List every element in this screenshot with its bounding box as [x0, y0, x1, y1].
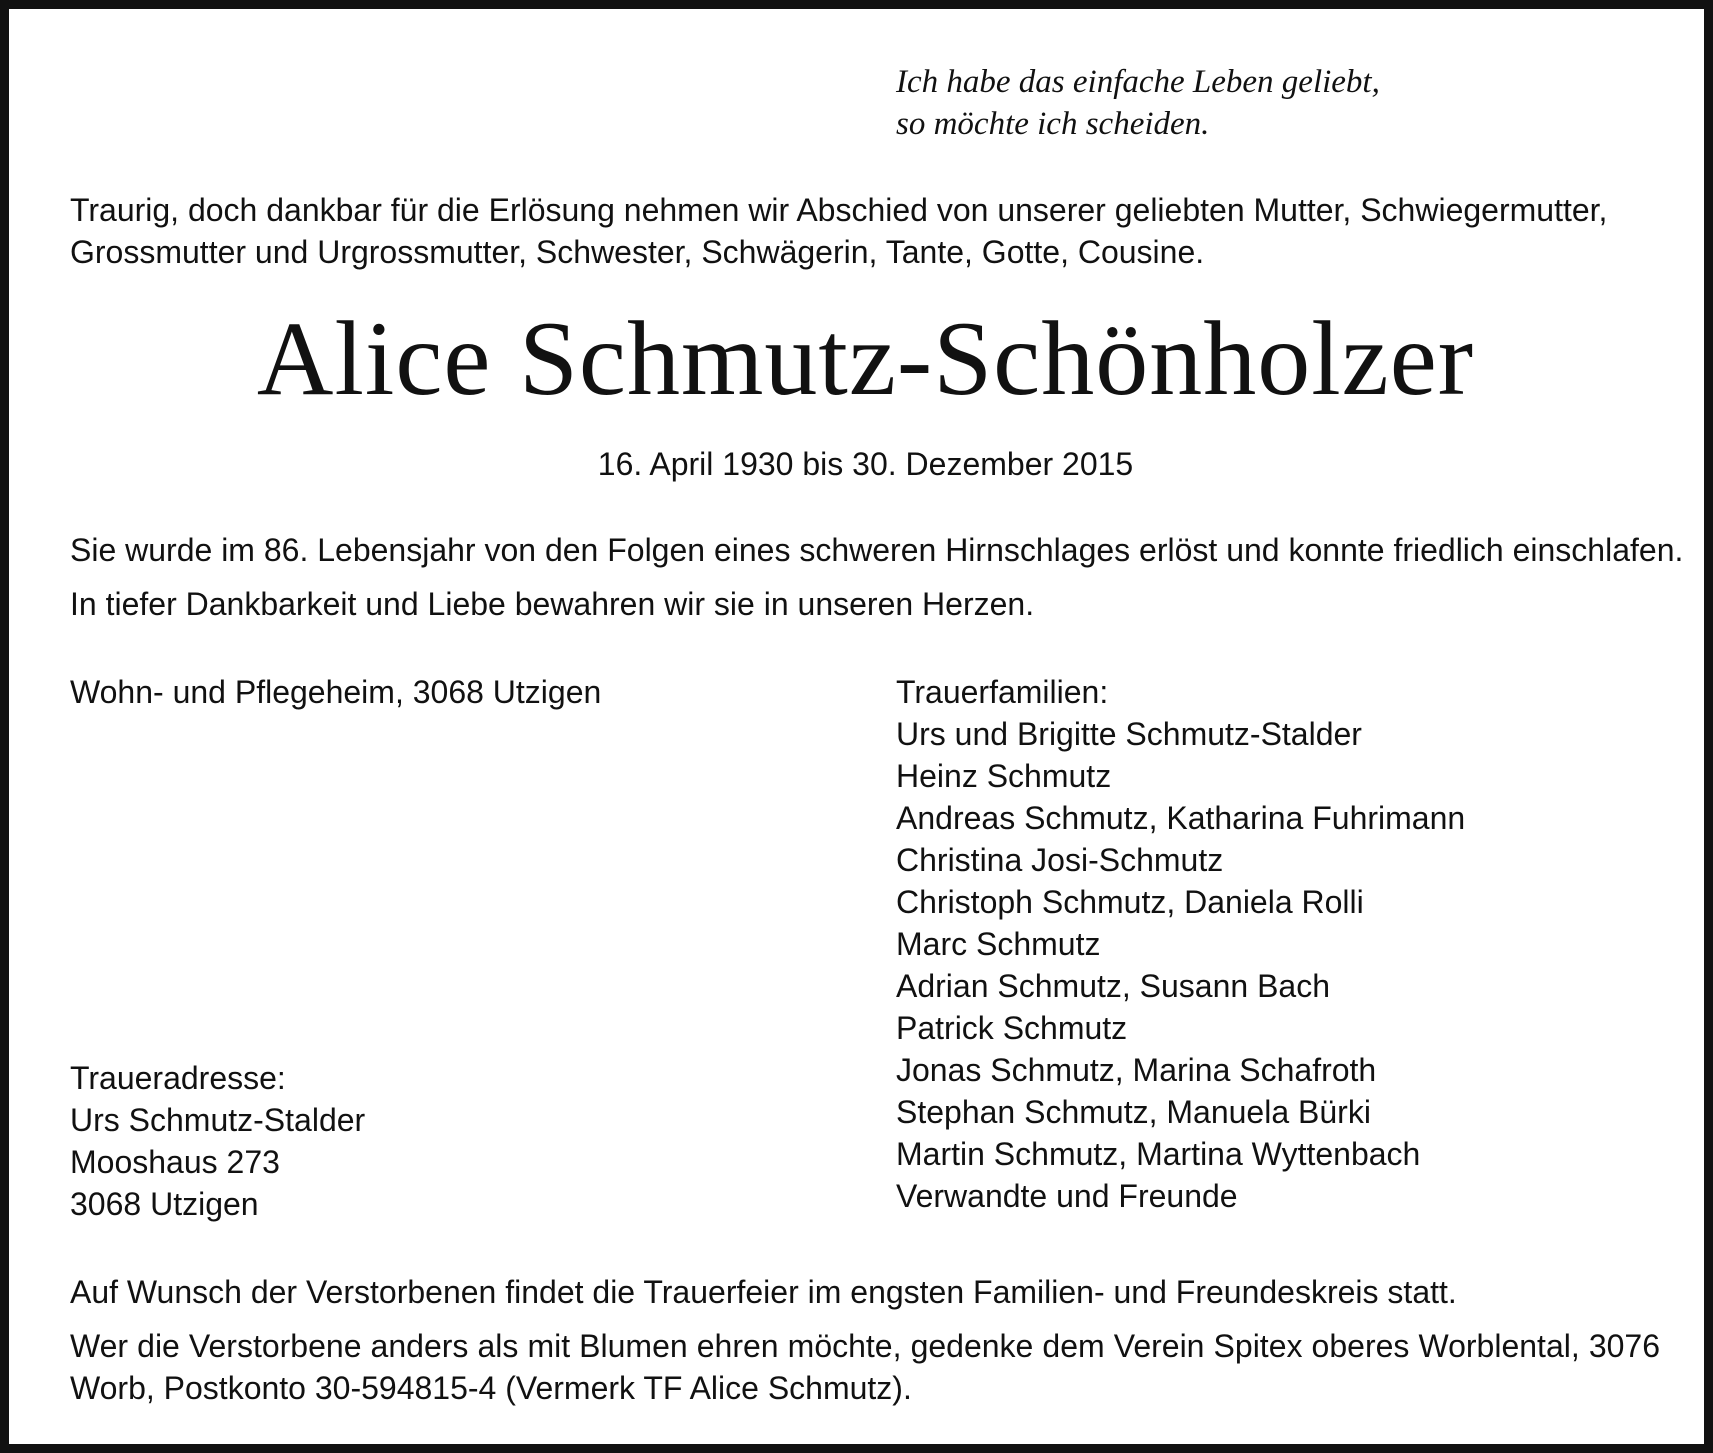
family-member: Marc Schmutz [896, 926, 1101, 962]
family-member: Heinz Schmutz [896, 758, 1112, 794]
mourning-address-city: 3068 Utzigen [70, 1186, 259, 1222]
family-member: Christina Josi-Schmutz [896, 842, 1224, 878]
family-member: Andreas Schmutz, Katharina Fuhrimann [896, 800, 1466, 836]
intro-line-1: Traurig, doch dankbar für die Erlösung nehmen wir Abschied von unserer geliebten Mutter, Schwiegermutter, [70, 192, 1608, 228]
intro-line-2: Grossmutter und Urgrossmutter, Schwester, Schwägerin, Tante, Gotte, Cousine. [70, 234, 1205, 270]
motto-line-1: Ich habe das einfache Leben geliebt, [896, 64, 1380, 100]
donation-note: Wer die Verstorbene anders als mit Blumen ehren möchte, gedenke dem Verein Spitex oberes Worblental, 3076 Worb, Postkonto 30-594815-4 (Vermerk TF Alice Schmutz). [70, 1328, 1660, 1406]
remembrance-line-2: In tiefer Dankbarkeit und Liebe bewahren wir sie in unseren Herzen. [70, 586, 1035, 622]
ceremony-note: Auf Wunsch der Verstorbenen findet die Trauerfeier im engsten Familien- und Freundeskreis statt. [70, 1274, 1457, 1310]
family-member: Christoph Schmutz, Daniela Rolli [896, 884, 1364, 920]
family-member: Stephan Schmutz, Manuela Bürki [896, 1094, 1371, 1130]
families-block [896, 671, 1465, 1217]
family-member: Urs und Brigitte Schmutz-Stalder [896, 716, 1362, 752]
family-member: Patrick Schmutz [896, 1010, 1128, 1046]
motto-quote [896, 61, 1380, 145]
life-dates: 16. April 1930 bis 30. Dezember 2015 [597, 446, 1134, 482]
mourning-address-name: Urs Schmutz-Stalder [70, 1102, 366, 1138]
mourning-address-street: Mooshaus 273 [70, 1144, 280, 1180]
residence: Wohn- und Pflegeheim, 3068 Utzigen [70, 674, 602, 710]
mourning-address-label: Traueradresse: [70, 1060, 286, 1096]
motto-line-2: so möchte ich scheiden. [896, 106, 1210, 142]
remembrance-line-1: Sie wurde im 86. Lebensjahr von den Folgen eines schweren Hirnschlages erlöst und konnte friedlich einschlafen. [70, 532, 1684, 568]
deceased-name: Alice Schmutz-Schönholzer [256, 300, 1475, 417]
family-member: Verwandte und Freunde [896, 1178, 1238, 1214]
family-member: Martin Schmutz, Martina Wyttenbach [896, 1136, 1421, 1172]
mourning-address [70, 1057, 365, 1225]
intro-text [70, 189, 1607, 273]
family-member: Jonas Schmutz, Marina Schafroth [896, 1052, 1377, 1088]
family-member: Adrian Schmutz, Susann Bach [896, 968, 1331, 1004]
families-label: Trauerfamilien: [896, 674, 1109, 710]
